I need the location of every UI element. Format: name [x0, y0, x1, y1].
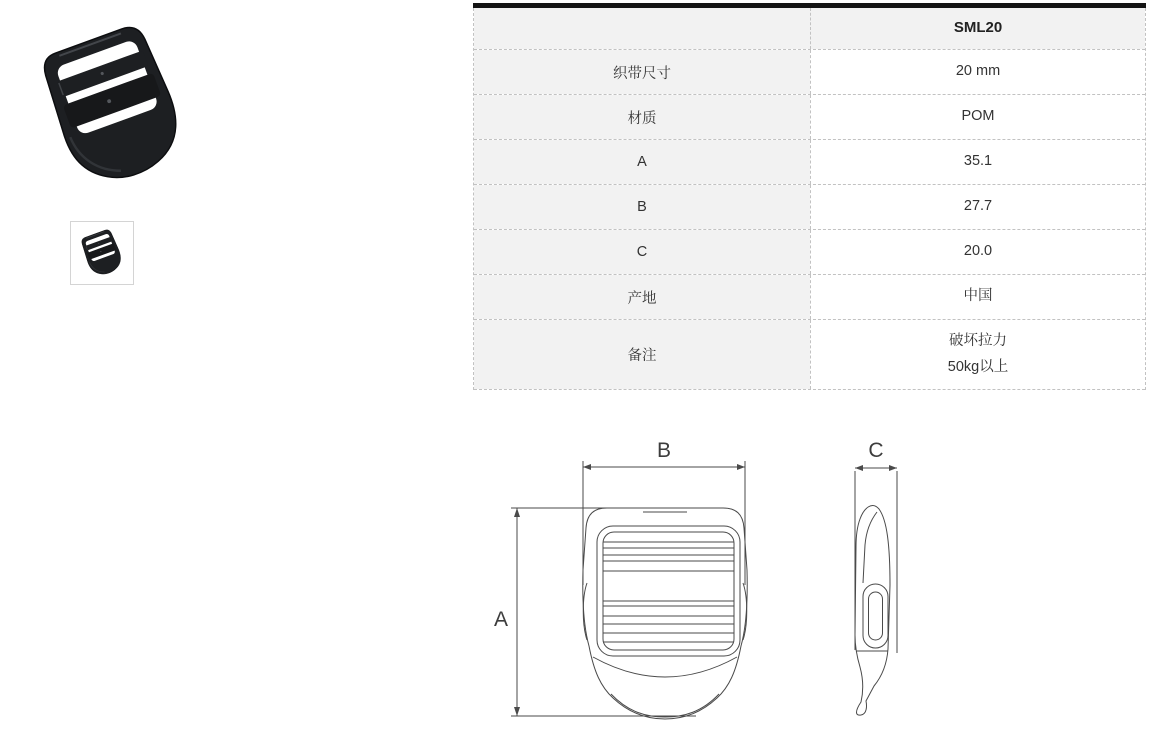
buckle-photo-image — [34, 18, 192, 194]
product-photo[interactable] — [34, 18, 192, 194]
spec-label: A — [474, 140, 810, 184]
table-row — [474, 275, 1145, 320]
side-view-drawing — [855, 506, 890, 716]
spec-value: 中国 — [810, 275, 1145, 319]
dimension-c — [855, 439, 897, 653]
spec-value: 35.1 — [810, 140, 1145, 184]
spec-value: 20 mm — [810, 50, 1145, 94]
spec-label: B — [474, 185, 810, 229]
gallery-thumbnail[interactable] — [70, 221, 134, 285]
table-row — [474, 140, 1145, 185]
dimension-label-a: A — [493, 608, 509, 631]
spec-value: 27.7 — [810, 185, 1145, 229]
front-view-drawing — [583, 508, 748, 719]
dimension-a — [494, 508, 696, 716]
spec-value: 20.0 — [810, 230, 1145, 274]
spec-value — [810, 320, 1145, 389]
dimension-label-c: C — [868, 439, 884, 462]
spec-value-line2: 50kg以上 — [947, 358, 1009, 375]
spec-label: 材质 — [474, 95, 810, 139]
header-empty-cell — [474, 8, 810, 49]
table-row — [474, 230, 1145, 275]
spec-label: 织带尺寸 — [474, 50, 810, 94]
dimension-label-b: B — [656, 439, 672, 462]
table-row — [474, 320, 1145, 390]
spec-label: 产地 — [474, 275, 810, 319]
table-row — [474, 95, 1145, 140]
table-row — [474, 50, 1145, 95]
spec-label: C — [474, 230, 810, 274]
spec-table — [473, 3, 1146, 390]
spec-label: 备注 — [474, 320, 810, 389]
spec-value-line1: 破坏拉力 — [949, 333, 1007, 350]
model-name: SML20 — [810, 8, 1145, 49]
table-header-row — [474, 8, 1145, 50]
technical-drawing — [480, 435, 925, 737]
spec-value: POM — [810, 95, 1145, 139]
buckle-thumbnail-image — [79, 227, 125, 279]
table-row — [474, 185, 1145, 230]
